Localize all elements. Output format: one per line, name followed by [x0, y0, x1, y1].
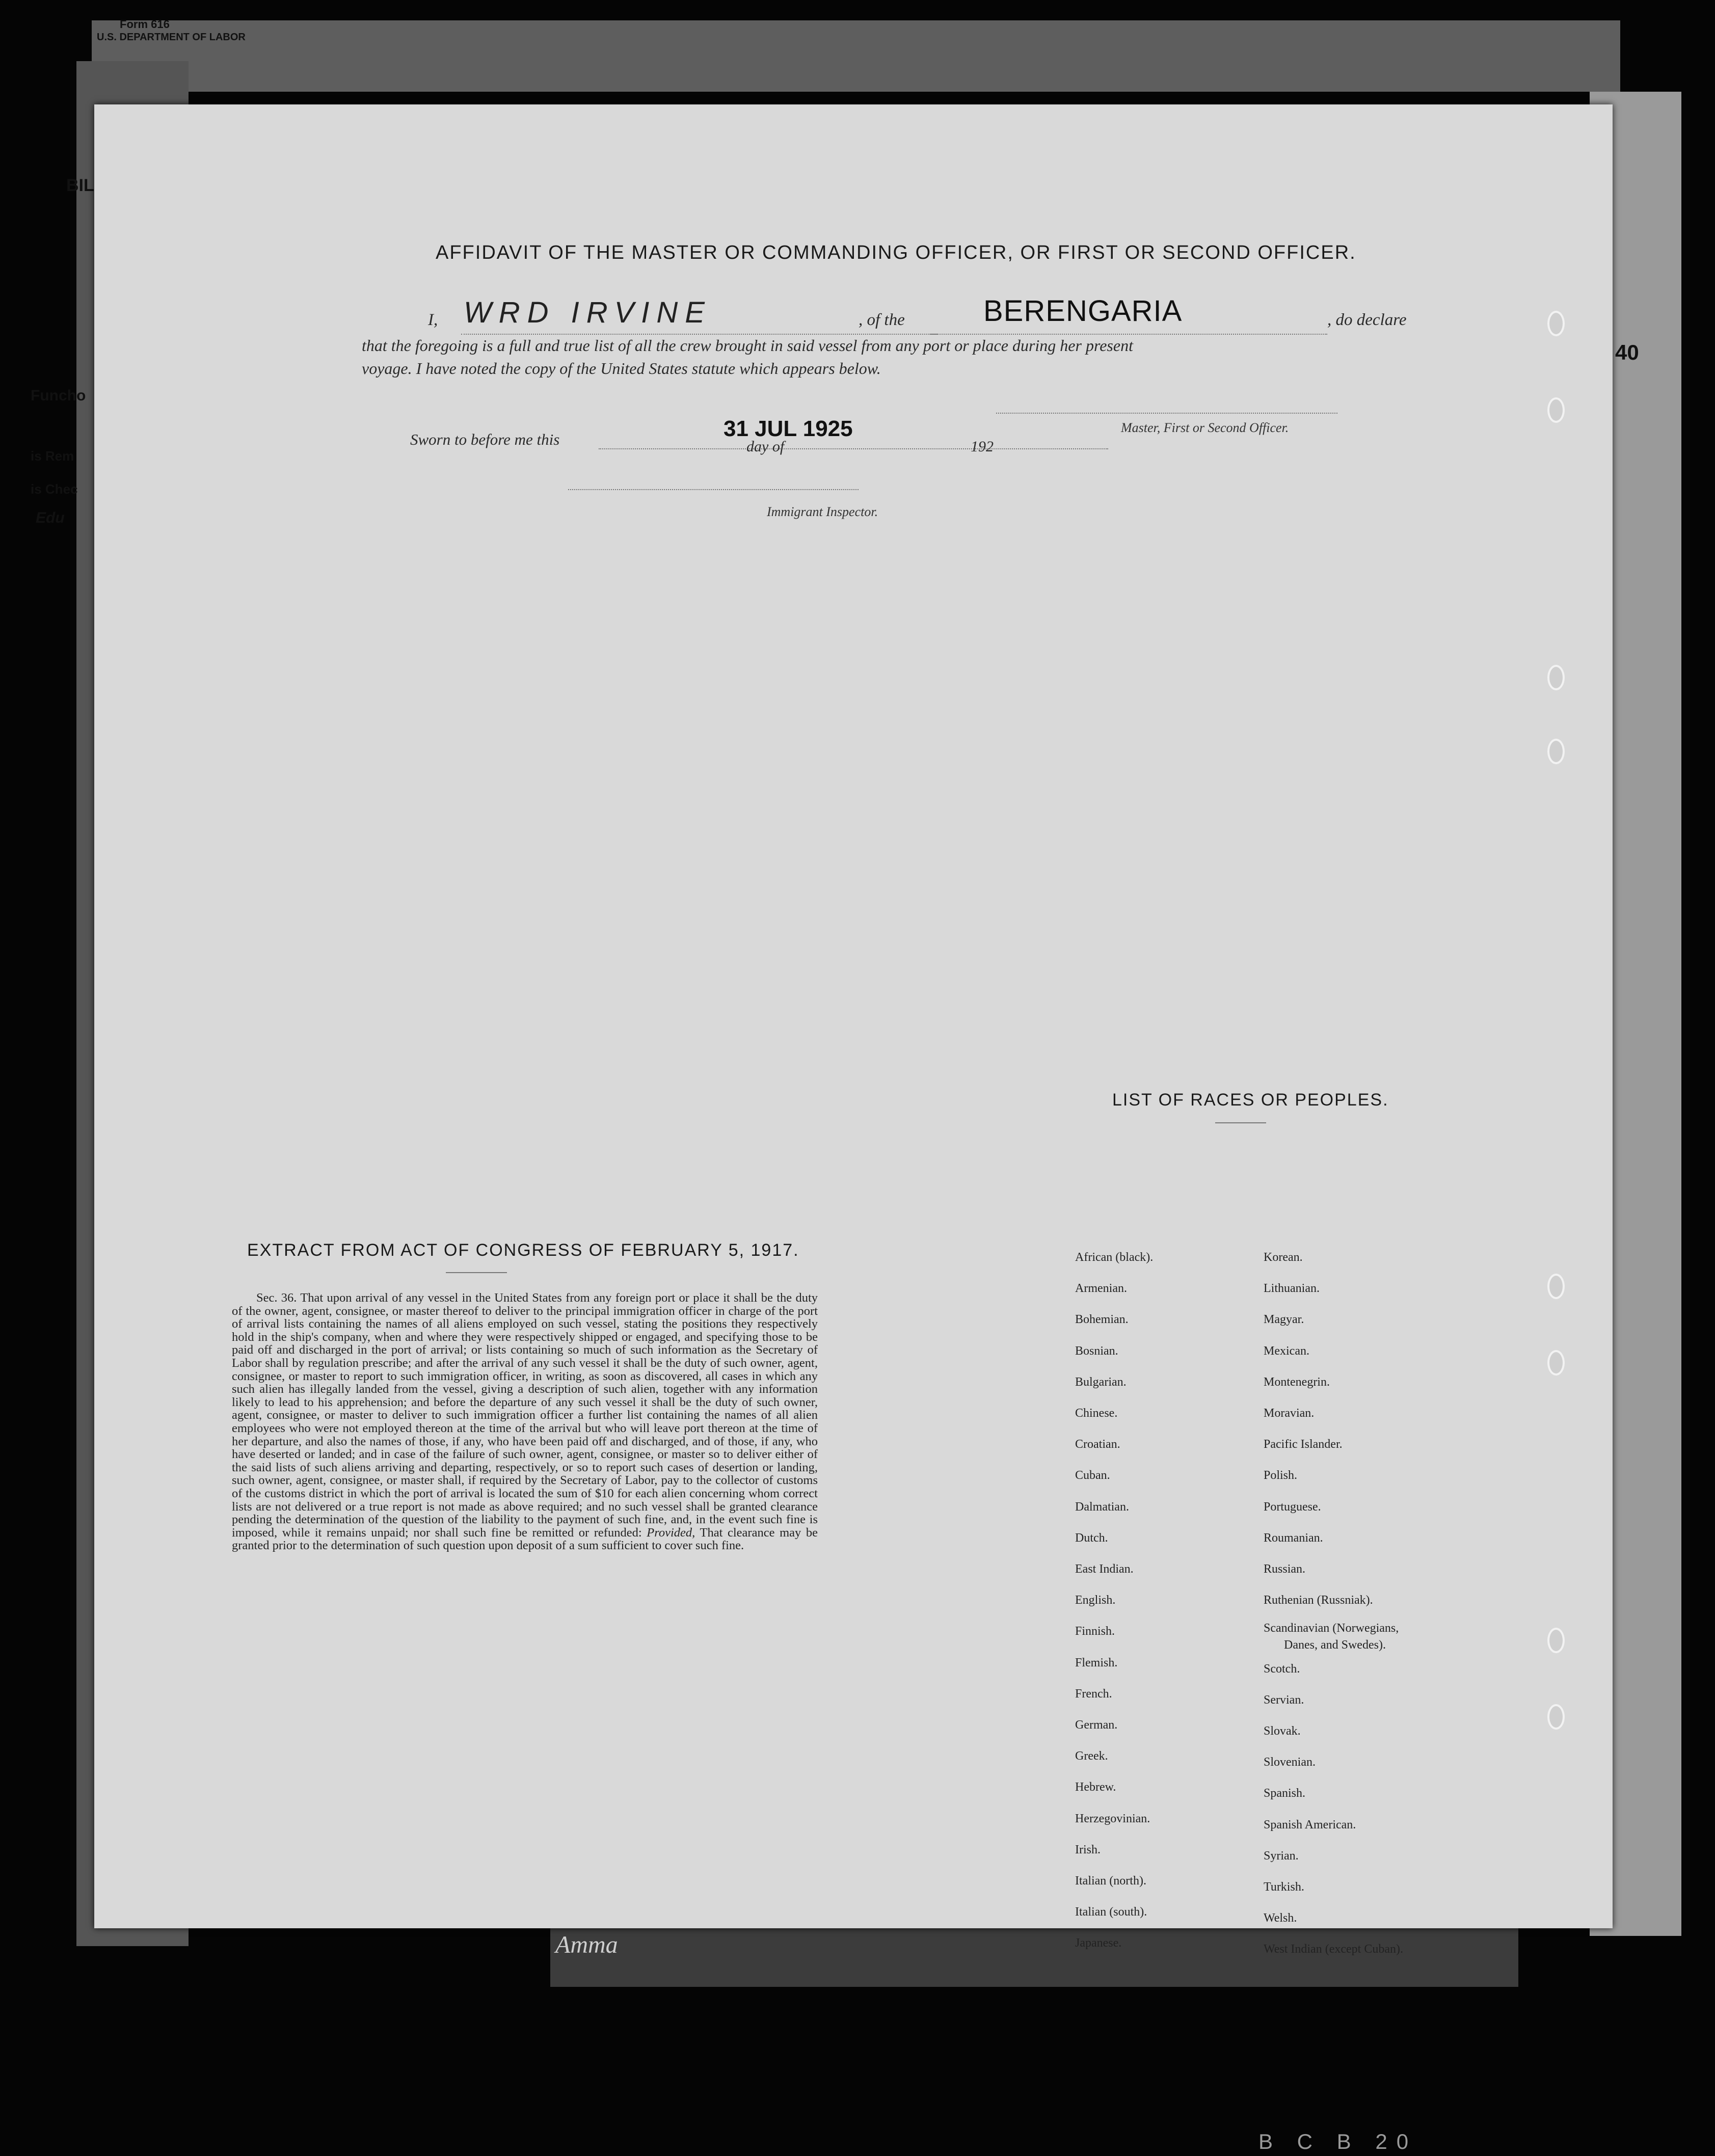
declaration-do-declare: , do declare: [1327, 311, 1407, 329]
race-item: Roumanian.: [1264, 1531, 1323, 1545]
race-item: Spanish.: [1264, 1787, 1306, 1800]
date-stamp: 31 JUL 1925: [723, 416, 853, 441]
race-item: Cuban.: [1075, 1469, 1110, 1483]
race-item: Magyar.: [1264, 1313, 1304, 1327]
declaration-line-3: voyage. I have noted the copy of the United States statute which appears below.: [362, 359, 881, 378]
race-item: Bulgarian.: [1075, 1375, 1127, 1389]
race-item: Croatian.: [1075, 1438, 1120, 1451]
race-item: Danes, and Swedes).: [1284, 1638, 1386, 1652]
footer-reference: B C B 20: [1258, 2130, 1418, 2153]
page-number: 40: [1615, 340, 1639, 364]
race-item: Mexican.: [1264, 1344, 1309, 1358]
affidavit-title: AFFIDAVIT OF THE MASTER OR COMMANDING OFFICER, OR FIRST OR SECOND OFFICER.: [436, 242, 1356, 263]
officer-signature-line: [996, 413, 1337, 414]
form-label: Form 616: [120, 18, 170, 31]
race-item: Scotch.: [1264, 1662, 1300, 1676]
extract-body: [232, 1291, 818, 1552]
race-item: Spanish American.: [1264, 1818, 1356, 1831]
edge-fragment: BIL: [66, 176, 94, 195]
edge-fragment: is Rem: [31, 448, 74, 464]
sworn-date-line: [599, 448, 1108, 449]
race-item: African (black).: [1075, 1251, 1154, 1264]
race-item: Ruthenian (Russniak).: [1264, 1594, 1373, 1607]
race-item: Turkish.: [1264, 1880, 1304, 1894]
race-item: Slovenian.: [1264, 1756, 1316, 1769]
officer-signature-label: Master, First or Second Officer.: [1121, 420, 1289, 435]
day-of-label: day of: [746, 438, 785, 455]
edge-fragment: Funcho: [31, 387, 86, 404]
sworn-label: Sworn to before me this: [410, 430, 560, 448]
race-item: Servian.: [1264, 1693, 1304, 1707]
declaration-line-2: that the foregoing is a full and true list of all the crew brought in said vessel from any port or place during her present: [362, 336, 1133, 355]
section-text-end: That clearance may be granted prior to the determination of such question upon deposit of a sum sufficient to cover such fine.: [232, 1525, 818, 1553]
race-item: Bosnian.: [1075, 1344, 1118, 1358]
punch-hole: [1547, 1274, 1565, 1299]
inspector-signature-label: Immigrant Inspector.: [767, 504, 878, 519]
race-item: Dutch.: [1075, 1531, 1108, 1545]
race-item: East Indian.: [1075, 1562, 1134, 1576]
race-item: Italian (south).: [1075, 1905, 1147, 1919]
race-item: Russian.: [1264, 1562, 1306, 1576]
race-item: Flemish.: [1075, 1656, 1118, 1669]
punch-hole: [1547, 665, 1565, 690]
section-label: Sec. 36.: [256, 1291, 297, 1305]
race-item: Greek.: [1075, 1749, 1108, 1763]
officer-name: WRD IRVINE: [464, 296, 712, 329]
race-item: Polish.: [1264, 1469, 1298, 1483]
race-item: Hebrew.: [1075, 1781, 1116, 1794]
edge-fragment: Edu: [36, 509, 65, 526]
races-title: LIST OF RACES OR PEOPLES.: [1112, 1090, 1389, 1110]
declaration-i: I,: [428, 311, 438, 329]
punch-hole: [1547, 739, 1565, 764]
race-item: Scandinavian (Norwegians,: [1264, 1622, 1399, 1635]
bottom-handwriting: Amma: [555, 1931, 618, 1958]
race-item: Armenian.: [1075, 1282, 1127, 1296]
punch-hole: [1547, 397, 1565, 423]
underlying-sheet-top: [92, 20, 1620, 92]
race-item: Japanese.: [1075, 1936, 1122, 1950]
inspector-signature-line: [568, 489, 859, 490]
punch-hole: [1547, 1350, 1565, 1376]
race-item: Herzegovinian.: [1075, 1812, 1150, 1825]
race-item: West Indian (except Cuban).: [1264, 1943, 1403, 1956]
race-item: Finnish.: [1075, 1625, 1115, 1638]
race-item: Syrian.: [1264, 1849, 1299, 1863]
section-text: That upon arrival of any vessel in the United States from any foreign port or place it shall be the duty of the owner, agent, consignee, or master thereof to deliver to the principal immigration officer in charge of the port of arrival lists containing the names of all aliens employed on such vessel, stating the positions they respectively hold in the ship's company, when and where they were respectively shipped or engaged, and specifying those to be paid off and discharged in the port of arrival; or lists containing so much of such information as the Secretary of Labor shall by regulation prescribe; and after the arrival of any such vessel it shall be the duty of such owner, agent, consignee, or master to report to such immigration officer, in writing, as soon as discovered, all cases in which any such alien has illegally landed from the vessel, giving a description of such alien, together with any information likely to lead to his apprehension; and before the departure of any such vessel it shall be the duty of such owner, agent, consignee, or master to deliver to such immigration officer a further list containing the names of all alien employees who were not employed thereon at the time of the arrival but who will leave port thereon at the time of her departure, and also the names of those, if any, who have been paid off and discharged, and of those, if any, who have deserted or landed; and in case of the failure of such owner, agent, consignee, or master so to deliver either of the said lists of such aliens arriving and departing, respectively, or so to report such cases of desertion or landing, such owner, agent, consignee, or master shall, if required by the Secretary of Labor, pay to the collector of customs of the customs district in which the port of arrival is located the sum of $10 for each alien concerning whom correct lists are not delivered or a true report is not made as above required; and no such vessel shall be granted clearance pending the determination of the question of the liability to the payment of such fine, and, in the event such fine is imposed, while it remains unpaid; nor shall such fine be remitted or refunded:: [232, 1291, 818, 1540]
edge-fragment: is Chec: [31, 481, 78, 497]
race-item: Slovak.: [1264, 1724, 1301, 1738]
race-item: Pacific Islander.: [1264, 1438, 1343, 1451]
department-label: U.S. DEPARTMENT OF LABOR: [97, 32, 246, 43]
race-item: Montenegrin.: [1264, 1375, 1330, 1389]
declaration-of-the: , of the: [859, 311, 905, 329]
punch-hole: [1547, 1704, 1565, 1730]
race-item: Irish.: [1075, 1843, 1101, 1856]
race-item: English.: [1075, 1594, 1116, 1607]
race-item: German.: [1075, 1718, 1118, 1732]
punch-hole: [1547, 311, 1565, 336]
extract-divider: [446, 1272, 507, 1273]
race-item: Korean.: [1264, 1251, 1303, 1264]
race-item: Lithuanian.: [1264, 1282, 1320, 1296]
name-field-line: [461, 334, 937, 335]
extract-title: EXTRACT FROM ACT OF CONGRESS OF FEBRUARY 5, 1917.: [247, 1241, 799, 1260]
race-item: Welsh.: [1264, 1911, 1297, 1925]
vessel-field-line: [930, 334, 1327, 335]
race-item: Italian (north).: [1075, 1874, 1146, 1888]
race-item: Portuguese.: [1264, 1500, 1321, 1514]
provided-label: Provided,: [647, 1525, 695, 1540]
race-item: Bohemian.: [1075, 1313, 1129, 1327]
race-item: Moravian.: [1264, 1407, 1315, 1420]
race-item: Chinese.: [1075, 1407, 1118, 1420]
races-divider: [1215, 1122, 1266, 1123]
vessel-name: BERENGARIA: [983, 294, 1183, 328]
punch-hole: [1547, 1628, 1565, 1653]
year-prefix: 192: [971, 438, 994, 455]
race-item: Dalmatian.: [1075, 1500, 1129, 1514]
race-item: French.: [1075, 1687, 1112, 1701]
